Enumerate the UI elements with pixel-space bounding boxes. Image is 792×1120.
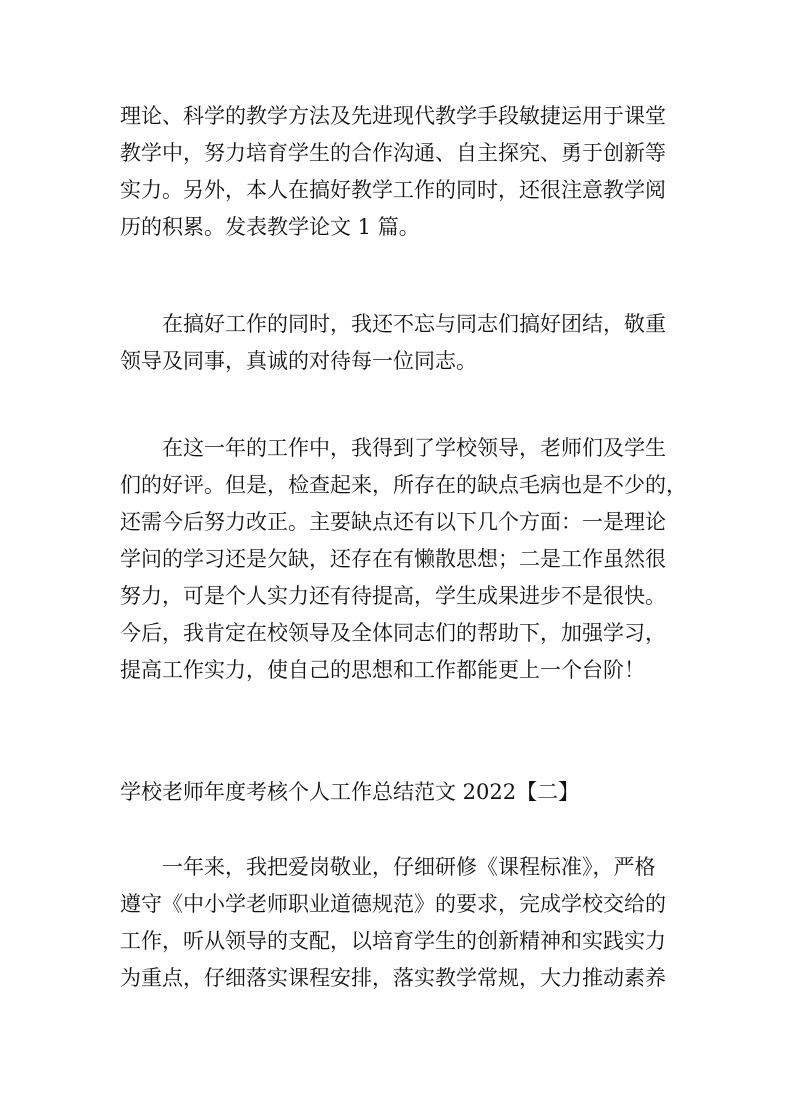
paragraph-year-review [120,849,680,997]
paragraph-line: 在这一年的工作中，我得到了学校领导，老师们及学生 [162,436,666,460]
paragraph-line: 们的好评。但是，检查起来，所存在的缺点毛病也是不少的， [120,473,687,497]
paragraph-line: 一年来，我把爱岗敬业，仔细研修《课程标准》，严格 [162,855,656,879]
paragraph-line: 学问的学习还是欠缺，还存在有懒散思想；二是工作虽然很 [120,547,666,571]
paragraph-line: 今后，我肯定在校领导及全体同志们的帮助下，加强学习， [120,621,666,645]
paragraph-line: 领导及同事，真诚的对待每一位同志。 [120,349,477,373]
paragraph-teaching-methods [120,98,680,246]
paragraph-line: 理论、科学的教学方法及先进现代教学手段敏捷运用于课堂 [120,104,666,128]
paragraph-line: 努力，可是个人实力还有待提高，学生成果进步不是很快。 [120,584,666,608]
paragraph-line: 在搞好工作的同时，我还不忘与同志们搞好团结，敬重 [162,312,666,336]
paragraph-teamwork [120,306,680,380]
paragraph-line: 遵守《中小学老师职业道德规范》的要求，完成学校交给的 [120,892,666,916]
paragraph-line: 工作，听从领导的支配，以培育学生的创新精神和实践实力 [120,929,666,953]
paragraph-shortcomings [120,430,687,689]
paragraph-line: 为重点，仔细落实课程安排，落实教学常规，大力推动素养 [120,966,666,990]
paragraph-line: 还需今后努力改正。主要缺点还有以下几个方面：一是理论 [120,510,666,534]
paragraph-line: 历的积累。发表教学论文 1 篇。 [120,215,420,239]
section-heading: 学校老师年度考核个人工作总结范文 2022【二】 [120,780,580,804]
paragraph-line: 提高工作实力，使自己的思想和工作都能更上一个台阶！ [120,658,645,682]
paragraph-line: 实力。另外，本人在搞好教学工作的同时，还很注意教学阅 [120,178,666,202]
paragraph-line: 教学中，努力培育学生的合作沟通、自主探究、勇于创新等 [120,141,666,165]
